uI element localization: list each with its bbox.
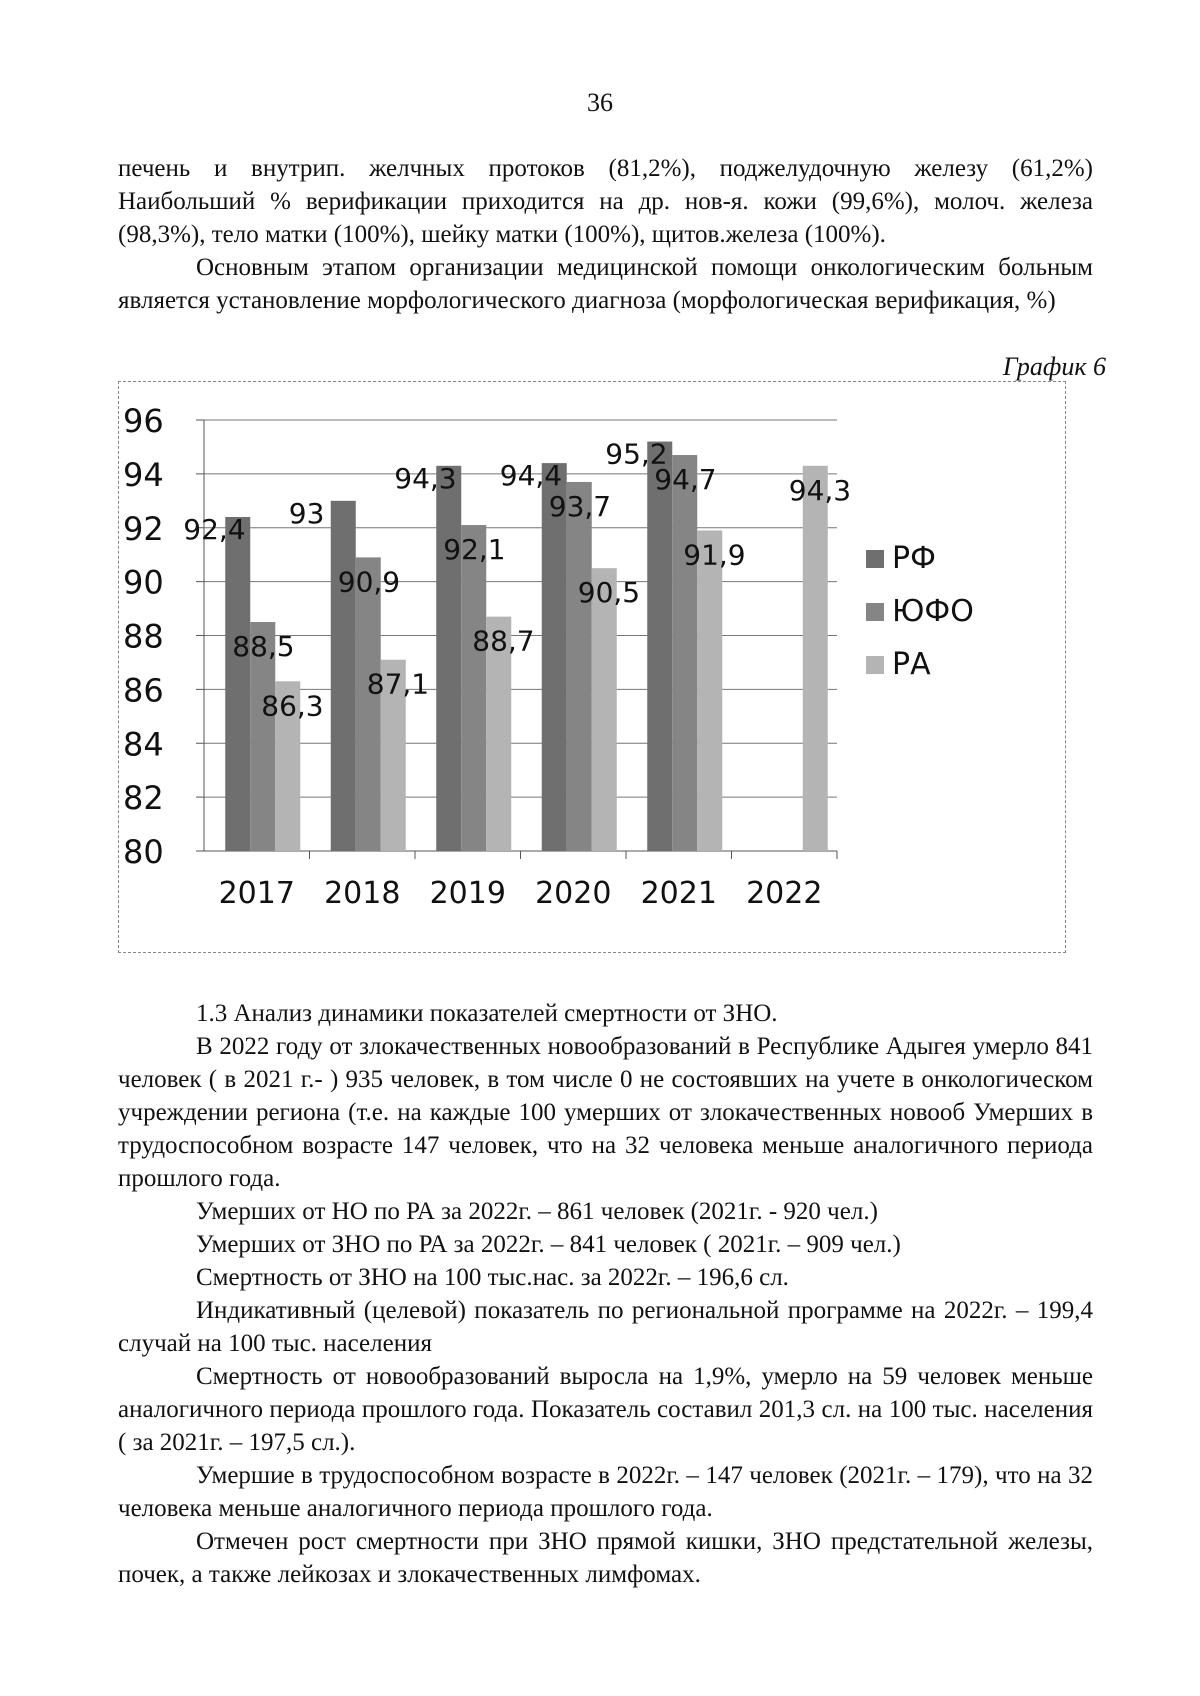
bar-ЮФО bbox=[567, 482, 592, 851]
y-tick-label: 80 bbox=[123, 833, 164, 871]
bar-РФ bbox=[225, 517, 250, 851]
section-paragraph: В 2022 году от злокачественных новообразований в Республике Адыгея умерло 841 человек ( в 2021 г.- ) 935 человек, в том числе 0 не состоявших на учете в онкологическом учреждении региона (т.е. на каждые 100 умерших от злокачественных новооб Умерших в трудоспособном возрасте 147 человек, что на 32 человека меньше аналогичного периода прошлого года. bbox=[118, 1033, 1093, 1192]
data-label: 94,3 bbox=[788, 473, 852, 507]
y-tick-label: 90 bbox=[123, 563, 164, 602]
intro-paragraph: Основным этапом организации медицинской помощи онкологическим больным является установление морфологического диагноза (морфологическая верификация, %) bbox=[118, 254, 1093, 314]
bar-РФ bbox=[436, 466, 461, 851]
x-tick-label: 2022 bbox=[746, 876, 823, 911]
bar-ЮФО bbox=[672, 455, 697, 851]
bar-ЮФО bbox=[356, 557, 381, 851]
x-tick-label: 2018 bbox=[324, 876, 401, 911]
legend-label: РА bbox=[892, 647, 931, 682]
y-tick-label: 84 bbox=[123, 725, 164, 764]
page-number: 36 bbox=[587, 88, 613, 117]
legend-label: РФ bbox=[892, 541, 936, 576]
section-paragraph: Индикативный (целевой) показатель по региональной программе на 2022г. – 199,4 случай на 100 тыс. населения bbox=[118, 1297, 1093, 1357]
x-tick-label: 2021 bbox=[640, 876, 717, 911]
y-tick-label: 88 bbox=[123, 617, 164, 656]
data-label: 87,1 bbox=[366, 667, 430, 701]
section-paragraph: Смертность от новообразований выросла на 1,9%, умерло на 59 человек меньше аналогичного периода прошлого года. Показатель составил 201,3 сл. на 100 тыс. населения ( за 2021г. – 197,5 сл.). bbox=[118, 1363, 1093, 1456]
legend-swatch bbox=[866, 550, 884, 568]
x-tick-label: 2017 bbox=[218, 876, 295, 911]
section-heading: 1.3 Анализ динамики показателей смертности от ЗНО. bbox=[196, 1000, 778, 1027]
legend-swatch bbox=[866, 656, 884, 674]
section-text bbox=[118, 997, 1093, 1591]
data-label: 92,1 bbox=[443, 533, 506, 567]
x-tick-label: 2019 bbox=[429, 876, 506, 911]
y-tick-label: 94 bbox=[123, 455, 164, 494]
data-label: 88,7 bbox=[472, 624, 535, 658]
y-tick-label: 92 bbox=[123, 509, 164, 548]
intro-paragraph: печень и внутрип. желчных протоков (81,2%), поджелудочную железу (61,2%) Наибольший % верификации приходится на др. нов-я. кожи (99,6%), молоч. железа (98,3%), тело матки (100%), шейку матки (100%), щитов.железа (100%). bbox=[118, 155, 1093, 248]
y-tick-label: 86 bbox=[123, 671, 164, 710]
data-label: 94,4 bbox=[499, 459, 563, 493]
legend-swatch bbox=[866, 603, 884, 621]
legend-label: ЮФО bbox=[892, 594, 974, 629]
section-paragraph: Смертность от ЗНО на 100 тыс.нас. за 2022г. – 196,6 сл. bbox=[196, 1264, 789, 1291]
bar-РФ bbox=[647, 442, 672, 851]
section-paragraph: Отмечен рост смертности при ЗНО прямой кишки, ЗНО предстательной железы, почек, а также лейкозах и злокачественных лимфомах. bbox=[118, 1528, 1093, 1588]
data-label: 94,3 bbox=[394, 461, 457, 495]
bar-ЮФО bbox=[461, 525, 486, 851]
intro-text bbox=[118, 152, 1093, 317]
chart-frame bbox=[118, 381, 1066, 953]
data-label: 88,5 bbox=[232, 630, 295, 664]
data-label: 93 bbox=[288, 496, 325, 530]
data-label: 94,7 bbox=[654, 463, 717, 497]
data-label: 90,5 bbox=[577, 576, 641, 610]
data-label: 90,9 bbox=[337, 565, 401, 599]
section-paragraph: Умершие в трудоспособном возрасте в 2022г. – 147 человек (2021г. – 179), что на 32 человека меньше аналогичного периода прошлого года. bbox=[118, 1462, 1093, 1522]
section-paragraph: Умерших от ЗНО по РА за 2022г. – 841 человек ( 2021г. – 909 чел.) bbox=[196, 1231, 901, 1258]
x-tick-label: 2020 bbox=[535, 876, 612, 911]
section-paragraph: Умерших от НО по РА за 2022г. – 861 человек (2021г. - 920 чел.) bbox=[196, 1198, 878, 1225]
data-label: 91,9 bbox=[683, 538, 746, 572]
bar-chart bbox=[119, 382, 1065, 952]
data-label: 92,4 bbox=[183, 512, 246, 546]
data-label: 86,3 bbox=[261, 689, 324, 723]
bar-РФ bbox=[331, 501, 356, 851]
y-tick-label: 82 bbox=[123, 779, 164, 818]
bar-РА bbox=[803, 466, 828, 851]
bar-РА bbox=[697, 530, 722, 851]
chart-caption: График 6 bbox=[1002, 352, 1106, 381]
data-label: 93,7 bbox=[548, 489, 612, 523]
data-label: 95,2 bbox=[605, 437, 668, 471]
y-tick-label: 96 bbox=[123, 402, 164, 440]
bar-РА bbox=[592, 568, 617, 851]
